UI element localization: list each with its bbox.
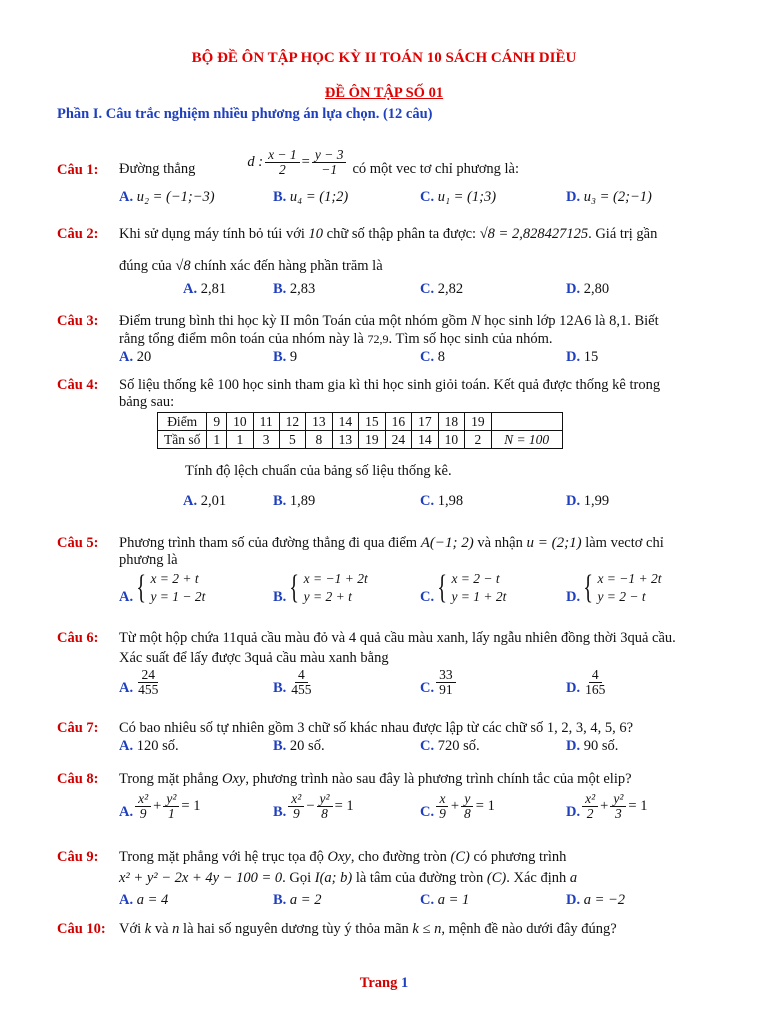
math-value: 72,9 xyxy=(367,332,389,346)
option-label: D. xyxy=(566,189,581,205)
table-cell: 11 xyxy=(253,413,279,431)
question-text: . Tìm số học sinh của nhóm. xyxy=(388,331,553,347)
fraction-numerator: x² xyxy=(288,792,304,807)
question-text: học sinh tham gia kì thi học sinh giỏi toán. Kết quả được thống kê trong xyxy=(242,377,661,393)
option-label: A. xyxy=(119,680,134,697)
question-label: Câu 3: xyxy=(57,313,99,329)
table-cell: 3 xyxy=(253,431,279,449)
option-b[interactable] xyxy=(273,349,297,366)
page-number: 1 xyxy=(400,975,409,991)
option-unit: số. xyxy=(601,738,619,754)
table-cell: 12 xyxy=(279,413,306,431)
operator: − xyxy=(306,798,315,815)
option-d[interactable] xyxy=(566,281,609,298)
math-value: (C) xyxy=(450,849,470,865)
option-label: D. xyxy=(566,349,581,365)
math-expression: k ≤ n xyxy=(412,921,442,937)
table-cell: 19 xyxy=(465,413,492,431)
line-name: d : xyxy=(247,154,264,170)
equation-row: x = −1 + 2t xyxy=(303,571,368,586)
option-a[interactable] xyxy=(119,349,151,366)
option-c[interactable] xyxy=(420,892,469,909)
question-text: và nhận xyxy=(477,535,523,551)
equation-row: x = 2 − t xyxy=(451,571,500,586)
fraction-denominator: 2 xyxy=(586,806,594,822)
option-value: a = −2 xyxy=(583,892,626,908)
option-c[interactable] xyxy=(420,792,495,821)
option-label: D. xyxy=(566,493,581,509)
option-value: 1,89 xyxy=(289,493,316,509)
option-value: 15 xyxy=(583,349,599,365)
question-text: Khi sử dụng máy tính bỏ túi với xyxy=(119,226,305,242)
question-text: . Giá trị gần xyxy=(588,226,658,242)
option-d[interactable] xyxy=(566,349,598,366)
option-label: D. xyxy=(566,738,581,754)
fraction-denominator: 8 xyxy=(321,806,328,822)
table-cell: 15 xyxy=(359,413,386,431)
question-text: quả cầu. xyxy=(627,630,676,646)
question-label: Câu 8: xyxy=(57,771,99,787)
question-text: quả cầu màu xanh bằng xyxy=(251,650,389,666)
fraction-denominator: 9 xyxy=(292,806,300,822)
option-label: C. xyxy=(420,738,435,754)
option-label: B. xyxy=(273,804,287,821)
question-text: , phương trình nào sau đây là phương trình chính tắc của một elip? xyxy=(245,771,632,787)
math-value: 4 xyxy=(348,630,357,646)
math-value: n xyxy=(172,921,180,937)
fraction-denominator: 455 xyxy=(138,682,159,698)
option-b[interactable] xyxy=(273,189,348,206)
table-cell: 8 xyxy=(306,431,333,449)
question-text: Từ một hộp chứa xyxy=(119,630,219,646)
option-a[interactable] xyxy=(183,493,226,510)
fraction-numerator: 33 xyxy=(436,668,456,683)
equation-row: x = 2 + t xyxy=(150,571,199,586)
question-label: Câu 10: xyxy=(57,921,106,937)
fraction-numerator: x² xyxy=(135,792,151,807)
table-cell: 16 xyxy=(385,413,412,431)
option-label: D. xyxy=(566,589,581,606)
option-value: 2,83 xyxy=(289,281,316,297)
table-cell: 9 xyxy=(207,413,227,431)
option-label: A. xyxy=(119,349,134,365)
fraction-numerator: x² xyxy=(582,792,598,807)
fraction-numerator: y − 3 xyxy=(312,148,347,163)
table-cell: 10 xyxy=(438,431,465,449)
math-value: N xyxy=(470,313,481,329)
fraction-denominator: 165 xyxy=(585,682,606,698)
option-value: 9 xyxy=(289,349,298,365)
option-a[interactable] xyxy=(119,792,200,821)
fraction-denominator: −1 xyxy=(321,162,338,177)
option-label: D. xyxy=(566,281,581,297)
option-d[interactable] xyxy=(566,738,618,755)
option-value: 8 xyxy=(437,349,445,365)
fraction-numerator: y² xyxy=(610,792,626,807)
option-value: 2,01 xyxy=(200,493,227,509)
question-text: học sinh lớp 12A6 là xyxy=(484,313,606,329)
option-c[interactable] xyxy=(420,668,458,697)
option-d[interactable] xyxy=(566,189,652,206)
option-value: u₂ = (−1;−3) xyxy=(136,189,215,205)
option-label: A. xyxy=(119,189,134,205)
option-label: A. xyxy=(119,804,134,821)
option-b[interactable] xyxy=(273,570,368,606)
option-value: 2,82 xyxy=(437,281,464,297)
fraction-numerator: y² xyxy=(317,792,333,807)
table-cell: 14 xyxy=(332,413,359,431)
math-value: 11 xyxy=(222,630,237,646)
math-value: 1, 2, 3, 4, 5, 6 xyxy=(546,720,627,736)
option-unit: số. xyxy=(162,738,179,754)
table-cell: 1 xyxy=(227,431,254,449)
option-label: C. xyxy=(420,281,435,297)
question-text: , cho đường tròn xyxy=(350,849,447,865)
fraction-denominator: 1 xyxy=(167,806,175,822)
math-value: Oxy xyxy=(221,771,246,787)
math-value: 8,1 xyxy=(609,313,628,329)
equation-system: { x = −1 + 2t y = 2 − t xyxy=(583,569,662,607)
fraction-numerator: x xyxy=(436,792,448,807)
option-value: a = 1 xyxy=(437,892,470,908)
math-value: 10 xyxy=(308,226,324,242)
option-d[interactable] xyxy=(566,792,647,821)
option-label: B. xyxy=(273,349,287,365)
option-unit: số. xyxy=(308,738,325,754)
question-text: chính xác đến hàng phần trăm là xyxy=(194,258,383,274)
question-text: Tính độ lệch chuẩn của bảng số liệu thống kê. xyxy=(185,463,452,479)
option-value: a = 2 xyxy=(289,892,322,908)
fraction-denominator: 9 xyxy=(439,806,446,822)
option-d[interactable] xyxy=(566,493,609,510)
question-text: Trong mặt phẳng xyxy=(119,771,219,787)
question-text: ? xyxy=(626,720,634,736)
option-a[interactable] xyxy=(119,668,163,697)
question-text: đúng của xyxy=(119,258,172,274)
equation-rhs: = 1 xyxy=(334,798,354,815)
question-label: Câu 6: xyxy=(57,630,99,646)
option-c[interactable] xyxy=(420,349,445,366)
question-label: Câu 5: xyxy=(57,535,99,551)
fraction-denominator: 2 xyxy=(278,162,286,177)
option-label: C. xyxy=(420,680,435,697)
fraction-denominator: 9 xyxy=(139,806,147,822)
equation-row: y = 1 − 2t xyxy=(150,589,206,605)
question-text: chữ số khác nhau được lập từ các chữ số xyxy=(308,720,544,736)
question-text: Trong mặt phẳng với hệ trục tọa độ xyxy=(119,849,324,865)
table-cell: 1 xyxy=(207,431,227,449)
option-a[interactable] xyxy=(119,738,179,755)
equals-sign: = xyxy=(301,154,310,170)
option-unit: số. xyxy=(463,738,480,754)
fraction-denominator: 8 xyxy=(464,806,471,822)
option-label: C. xyxy=(420,804,435,821)
option-label: C. xyxy=(420,892,435,908)
option-value: 20 xyxy=(289,738,305,754)
exam-subtitle: ĐỀ ÔN TẬP SỐ 01 xyxy=(324,85,444,101)
equation-rhs: = 1 xyxy=(628,798,648,815)
option-value: 1,98 xyxy=(437,493,464,509)
fraction-numerator: x − 1 xyxy=(265,148,300,163)
fraction-numerator: 4 xyxy=(589,668,602,683)
page-footer xyxy=(0,975,768,992)
table-cell: Điểm xyxy=(158,413,207,431)
option-value: 120 xyxy=(136,738,159,754)
option-value: 1,99 xyxy=(583,493,610,509)
fraction-denominator: 455 xyxy=(291,682,312,698)
option-label: B. xyxy=(273,281,287,297)
math-expression: I(a; b) xyxy=(314,870,353,886)
table-cell: 13 xyxy=(306,413,333,431)
table-cell: 19 xyxy=(359,431,386,449)
option-a[interactable] xyxy=(119,892,168,909)
question-text: Xác suất để lấy được xyxy=(119,650,241,666)
question-label: Câu 7: xyxy=(57,720,99,736)
option-value: u₄ = (1;2) xyxy=(289,189,349,205)
option-label: B. xyxy=(273,493,287,509)
question-text: . Gọi xyxy=(282,870,312,886)
math-expression: x² + y² − 2x + 4y − 100 = 0 xyxy=(119,870,283,886)
fraction-numerator: y xyxy=(461,792,473,807)
math-expression: u = (2;1) xyxy=(526,535,582,551)
operator: + xyxy=(600,798,609,815)
equation-row: y = 2 + t xyxy=(303,589,352,605)
option-value: 90 xyxy=(583,738,599,754)
question-text: quả cầu màu xanh, lấy ngẫu nhiên đồng thời xyxy=(359,630,617,646)
option-value: u₁ = (1;3) xyxy=(437,189,497,205)
fraction-denominator: 91 xyxy=(439,682,453,698)
question-text: Số liệu thống kê xyxy=(119,377,214,393)
option-c[interactable] xyxy=(420,493,463,510)
option-label: A. xyxy=(183,493,198,509)
option-value: u₃ = (2;−1) xyxy=(583,189,652,205)
option-label: A. xyxy=(119,738,134,754)
option-label: C. xyxy=(420,589,435,606)
fraction-denominator: 3 xyxy=(614,806,622,822)
table-cell: 2 xyxy=(465,431,492,449)
question-text: rằng tổng điểm môn toán của nhóm này là xyxy=(119,331,364,347)
equation-rhs: = 1 xyxy=(181,798,201,815)
fraction-numerator: 4 xyxy=(295,668,308,683)
table-cell: 18 xyxy=(438,413,465,431)
equation-row: y = 2 − t xyxy=(597,589,646,605)
operator: + xyxy=(450,798,460,815)
part-heading: Phần I. Câu trắc nghiệm nhiều phương án lựa chọn. (12 câu) xyxy=(57,106,433,122)
option-d[interactable] xyxy=(566,668,610,697)
option-a[interactable] xyxy=(183,281,226,298)
option-label: A. xyxy=(183,281,198,297)
table-row xyxy=(158,413,563,431)
option-label: D. xyxy=(566,680,581,697)
frequency-table xyxy=(157,412,563,449)
math-value: 3 xyxy=(244,650,252,666)
table-cell: N = 100 xyxy=(491,431,562,449)
option-value: 720 xyxy=(437,738,460,754)
option-label: B. xyxy=(273,738,287,754)
option-label: B. xyxy=(273,589,287,606)
fraction-numerator: 24 xyxy=(138,668,158,683)
question-text: phương là xyxy=(119,552,178,568)
question-text: , mệnh đề nào dưới đây đúng? xyxy=(441,921,617,937)
option-a[interactable] xyxy=(119,570,205,606)
option-b[interactable] xyxy=(273,738,325,755)
option-c[interactable] xyxy=(420,281,463,298)
equation-rhs: = 1 xyxy=(475,798,495,815)
document-title: BỘ ĐỀ ÔN TẬP HỌC KỲ II TOÁN 10 SÁCH CÁNH DIỀU xyxy=(191,50,577,66)
equation-row: x = −1 + 2t xyxy=(597,571,662,586)
question-text: làm vectơ chỉ xyxy=(585,535,664,551)
option-label: B. xyxy=(273,892,287,908)
option-b[interactable] xyxy=(273,892,321,909)
question-text: Với xyxy=(119,921,142,937)
question-label: Câu 9: xyxy=(57,849,99,865)
question-text: có phương trình xyxy=(473,849,567,865)
question-label: Câu 4: xyxy=(57,377,99,393)
table-cell: 10 xyxy=(227,413,254,431)
question-text: là tâm của đường tròn xyxy=(355,870,484,886)
table-cell: 17 xyxy=(412,413,439,431)
option-b[interactable] xyxy=(273,792,354,821)
question-label: Câu 2: xyxy=(57,226,99,242)
option-label: C. xyxy=(420,493,435,509)
question-label: Câu 1: xyxy=(57,162,99,178)
option-c[interactable] xyxy=(420,189,496,206)
question-text: có một vec tơ chỉ phương là: xyxy=(352,161,520,177)
option-b[interactable] xyxy=(273,668,317,697)
math-value: (C) xyxy=(486,870,507,886)
question-text: . Xác định xyxy=(506,870,567,886)
table-cell xyxy=(491,413,562,431)
option-label: D. xyxy=(566,804,581,821)
footer-label: Trang xyxy=(359,975,398,991)
option-value: 2,81 xyxy=(200,281,227,297)
option-label: C. xyxy=(420,189,435,205)
math-value: k xyxy=(144,921,152,937)
option-label: B. xyxy=(273,189,287,205)
question-text: Đường thẳng xyxy=(119,161,196,177)
math-value: 3 xyxy=(297,720,305,736)
table-cell: Tần số xyxy=(158,431,207,449)
question-text: chữ số thập phân ta được: xyxy=(326,226,477,242)
option-label: D. xyxy=(566,892,581,908)
table-cell: 24 xyxy=(385,431,412,449)
table-row xyxy=(158,431,563,449)
equation-system: { x = −1 + 2t y = 2 + t xyxy=(289,569,368,607)
math-expression: √8 xyxy=(175,258,191,274)
option-a[interactable] xyxy=(119,189,215,206)
table-cell: 13 xyxy=(332,431,359,449)
math-value: a xyxy=(569,870,578,886)
question-text: Có bao nhiêu số tự nhiên gồm xyxy=(119,720,294,736)
question-text: Điểm trung bình thi học kỳ II môn Toán của một nhóm gồm xyxy=(119,313,468,329)
question-text: và xyxy=(154,921,169,937)
math-value: 100 xyxy=(217,377,240,393)
equation-system: { x = 2 − t y = 1 + 2t xyxy=(437,569,507,607)
fraction-numerator: y² xyxy=(163,792,179,807)
table-cell: 5 xyxy=(279,431,306,449)
math-value: 3 xyxy=(620,630,628,646)
option-label: B. xyxy=(273,680,287,697)
option-c[interactable] xyxy=(420,738,480,755)
option-label: A. xyxy=(119,589,134,606)
option-c[interactable] xyxy=(420,570,506,606)
option-value: 2,80 xyxy=(583,281,610,297)
math-expression: A(−1; 2) xyxy=(420,535,474,551)
question-text: bảng sau: xyxy=(119,394,175,410)
question-text: là hai số nguyên dương tùy ý thỏa mãn xyxy=(183,921,409,937)
operator: + xyxy=(153,798,162,815)
question-text: . Biết xyxy=(627,313,659,329)
option-d[interactable] xyxy=(566,892,625,909)
option-b[interactable] xyxy=(273,493,315,510)
equation-row: y = 1 + 2t xyxy=(451,589,507,605)
option-label: C. xyxy=(420,349,435,365)
math-value: Oxy xyxy=(327,849,351,865)
question-text: Phương trình tham số của đường thẳng đi qua điểm xyxy=(119,535,418,551)
equation-system: { x = 2 + t y = 1 − 2t xyxy=(136,569,206,607)
math-expression: √8 = 2,828427125 xyxy=(479,226,589,242)
option-d[interactable] xyxy=(566,570,662,606)
option-b[interactable] xyxy=(273,281,315,298)
option-value: 20 xyxy=(136,349,152,365)
table-cell: 14 xyxy=(412,431,439,449)
option-label: A. xyxy=(119,892,134,908)
question-text: quả cầu màu đỏ và xyxy=(236,630,346,646)
option-value: a = 4 xyxy=(136,892,169,908)
